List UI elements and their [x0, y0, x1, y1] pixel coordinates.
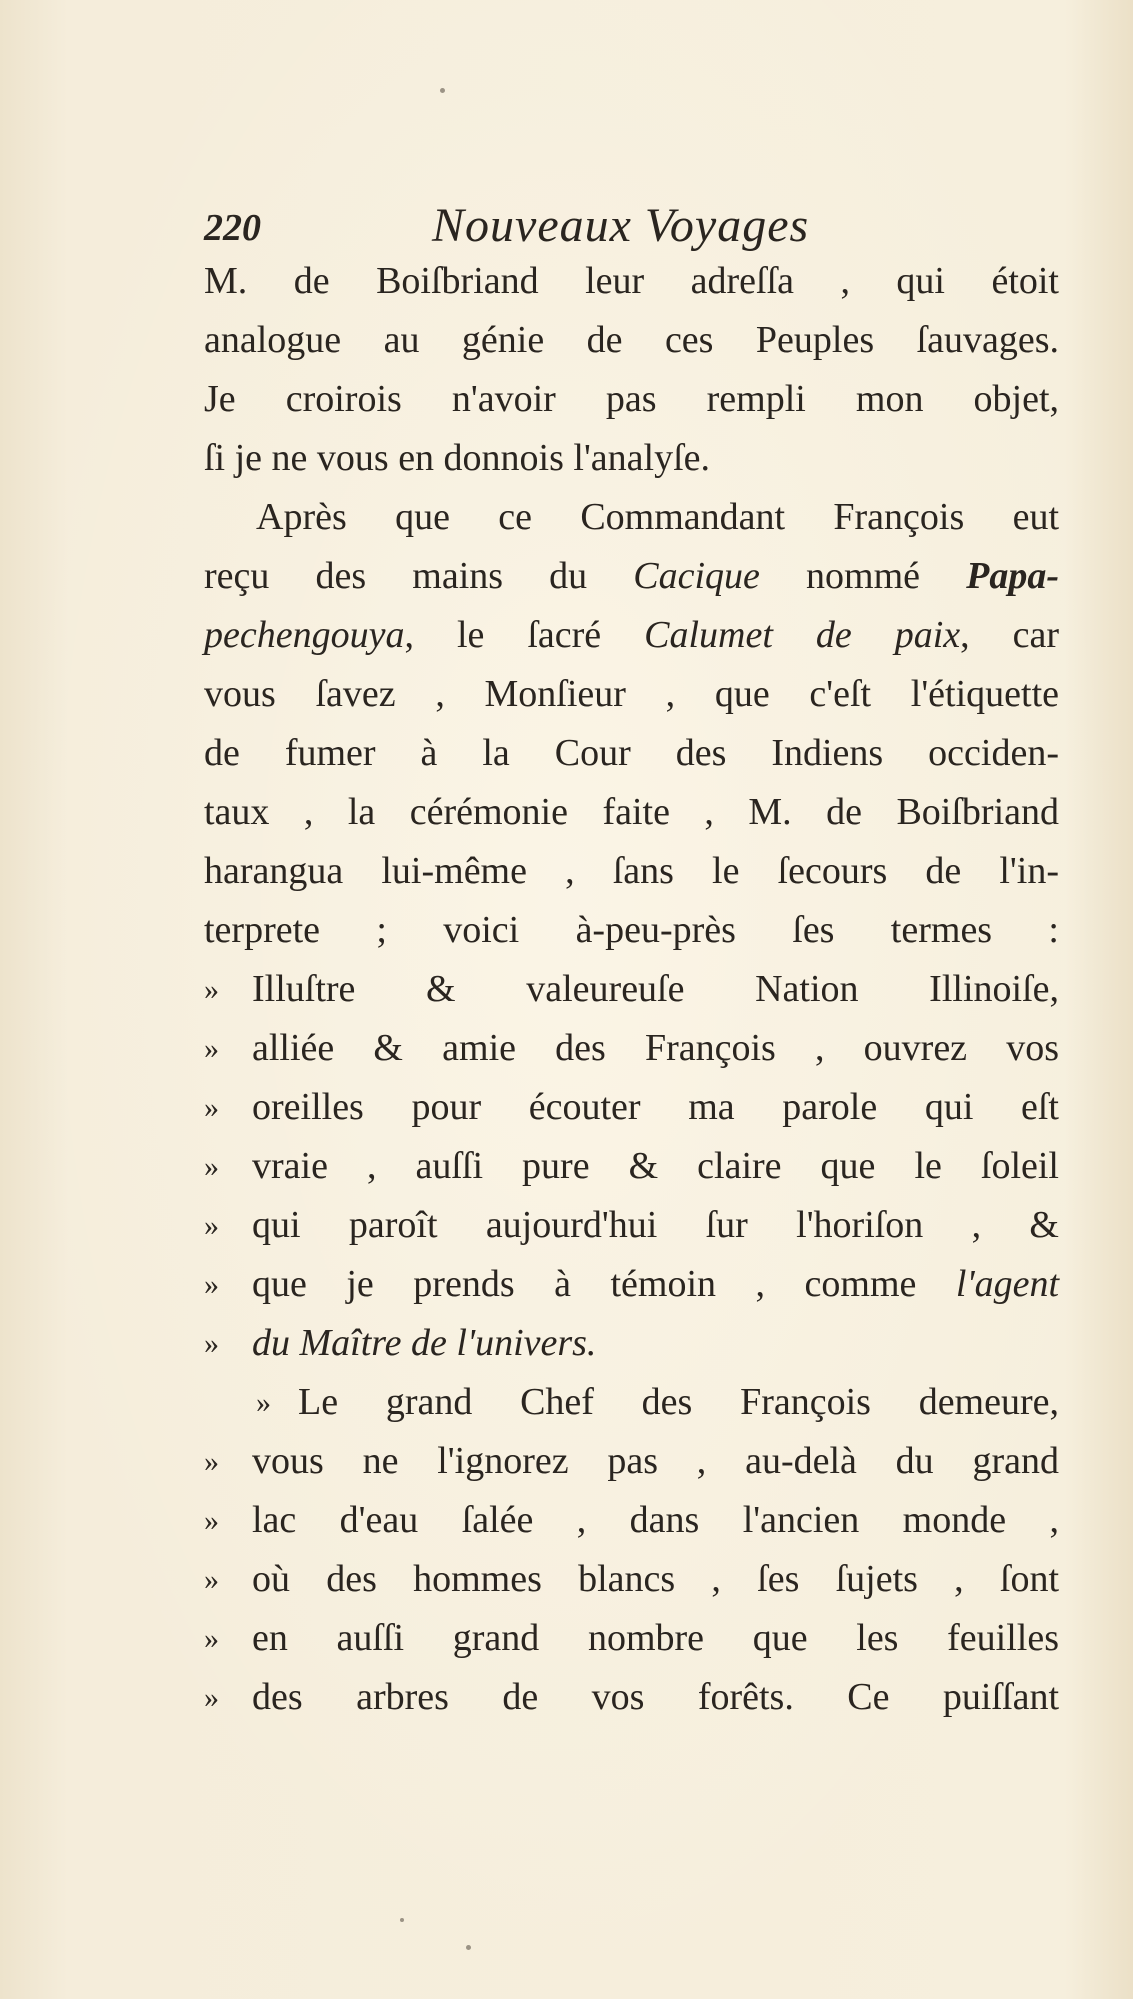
running-title: Nouveaux Voyages — [432, 199, 810, 252]
quote-mark: » — [204, 1150, 219, 1183]
quote-line: » des arbres de vos forêts. Ce puiſſant — [204, 1668, 1059, 1727]
quote-line: » en auſſi grand nombre que les feuilles — [204, 1609, 1059, 1668]
quote-mark: » — [204, 1032, 219, 1065]
text-line: vous ſavez , Monſieur , que c'eſt l'étiquette — [204, 673, 1059, 715]
quote-mark: » — [204, 1504, 219, 1537]
text-line: reçu des mains du Cacique nommé Papa- — [204, 555, 1060, 597]
quote-line: » oreilles pour écouter ma parole qui eſt — [204, 1078, 1059, 1137]
italic-phrase: du Maître de l'univers. — [252, 1322, 597, 1364]
quote-mark: » — [204, 1445, 219, 1478]
italic-name: Papa- — [966, 555, 1060, 597]
quote-line: » que je prends à témoin , comme l'agent — [204, 1255, 1059, 1314]
text-line: taux , la cérémonie faite , M. de Boiſbriand — [204, 791, 1059, 833]
quote-line: » lac d'eau ſalée , dans l'ancien monde , — [204, 1491, 1059, 1550]
ink-speck — [440, 88, 445, 93]
text-line: analogue au génie de ces Peuples ſauvages. — [204, 319, 1059, 361]
quote-mark: » — [204, 1327, 219, 1360]
quote-line: » vous ne l'ignorez pas , au-delà du grand — [204, 1432, 1059, 1491]
text-line: de fumer à la Cour des Indiens occiden- — [204, 732, 1059, 774]
quote-mark: » — [204, 1681, 219, 1714]
text-line: terprete ; voici à-peu-près ſes termes : — [204, 909, 1059, 951]
text-line: pechengouya, le ſacré Calumet de paix, car — [204, 614, 1060, 656]
italic-name: pechengouya — [204, 614, 405, 656]
quote-mark: » — [204, 1091, 219, 1124]
quote-mark: » — [204, 1209, 219, 1242]
text-line: Je croirois n'avoir pas rempli mon objet, — [204, 378, 1059, 420]
italic-term: Cacique — [633, 555, 760, 597]
ink-speck — [400, 1918, 404, 1922]
text-line: M. de Boiſbriand leur adreſſa , qui étoit — [204, 260, 1059, 302]
quote-line: » qui paroît aujourd'hui ſur l'horiſon , & — [204, 1196, 1059, 1255]
quote-line: » alliée & amie des François , ouvrez vos — [204, 1019, 1059, 1078]
ink-speck — [466, 1945, 471, 1950]
quote-line: » Illuſtre & valeureuſe Nation Illinoiſe, — [204, 960, 1059, 1019]
body-text — [204, 252, 1074, 1727]
quote-line: » Le grand Chef des François demeure, — [204, 1373, 1059, 1432]
quote-mark: » — [256, 1386, 271, 1419]
quote-line: » où des hommes blancs , ſes ſujets , ſont — [204, 1550, 1059, 1609]
quote-line — [204, 1314, 1059, 1373]
page-number: 220 — [204, 207, 261, 249]
quote-line: » vraie , auſſi pure & claire que le ſoleil — [204, 1137, 1059, 1196]
quote-mark: » — [204, 1563, 219, 1596]
quote-mark: » — [204, 1622, 219, 1655]
text-line: Après que ce Commandant François eut — [256, 496, 1059, 538]
running-header — [204, 198, 1044, 254]
text-line: harangua lui-même , ſans le ſecours de l'in- — [204, 850, 1059, 892]
quote-mark: » — [204, 1268, 219, 1301]
text-line: ſi je ne vous en donnois l'analyſe. — [204, 437, 711, 479]
italic-term: Calumet de paix — [644, 614, 961, 656]
quote-mark: » — [204, 973, 219, 1006]
italic-term: l'agent — [955, 1263, 1059, 1305]
